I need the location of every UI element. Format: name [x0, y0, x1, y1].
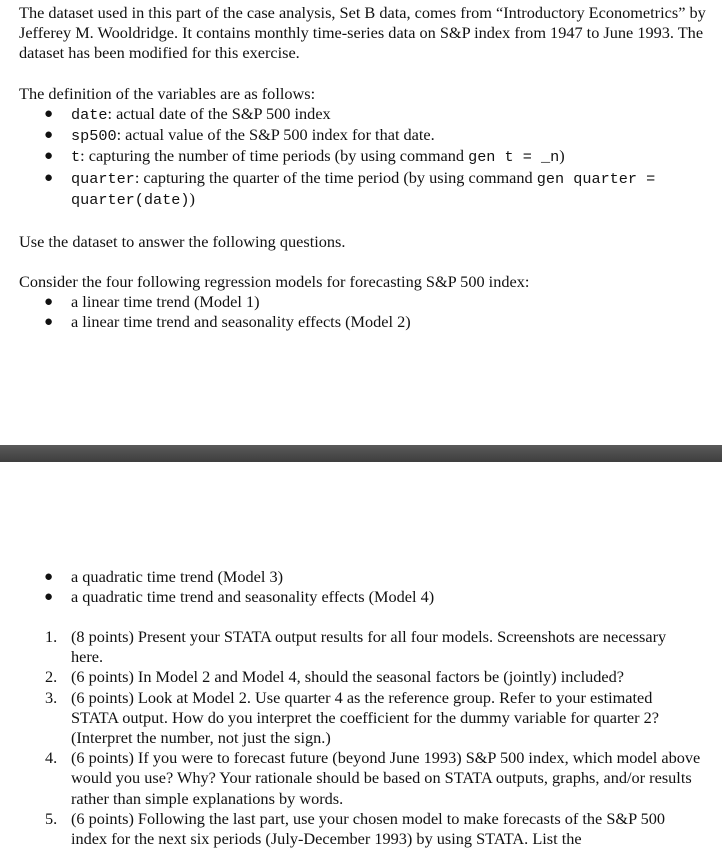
- list-item: ● a quadratic time trend and seasonality effects (Model 4): [44, 587, 435, 607]
- model-list-b: [0, 567, 722, 607]
- consider-text: Consider the four following regression models for forecasting S&P 500 index:: [19, 272, 530, 291]
- list-item: ● sp500: actual value of the S&P 500 index for that date.: [44, 125, 435, 146]
- bullet-icon: ●: [44, 106, 54, 122]
- intro-paragraph: The dataset used in this part of the case analysis, Set B data, comes from “Introductory Econometrics” by Jefferey M. Wooldridge. It contains monthly time-series data on S&P index from 1947 to June 1993. The dataset has been modified for this exercise.: [19, 3, 706, 63]
- question-list: [0, 627, 722, 849]
- list-item: ● a linear time trend (Model 1): [44, 292, 260, 311]
- page-divider: [0, 445, 722, 462]
- definition-heading: The definition of the variables are as follows:: [19, 84, 316, 103]
- list-item: ● a linear time trend and seasonality effects (Model 2): [44, 312, 411, 332]
- list-item: ● a quadratic time trend (Model 3): [44, 567, 284, 586]
- question-item: 1. (8 points) Present your STATA output results for all four models. Screenshots are necessary here.: [45, 627, 667, 667]
- question-item: 2. (6 points) In Model 2 and Model 4, should the seasonal factors be (jointly) included?: [45, 667, 624, 687]
- variable-name: t: [71, 148, 81, 167]
- variable-list: [0, 104, 722, 210]
- question-item: 3. (6 points) Look at Model 2. Use quarter 4 as the reference group. Refer to your estimated STATA output. How do you interpret the coefficient for the dummy variable for quarter 2? (Interpret the number, not just the sign.): [45, 687, 660, 748]
- list-item: ● quarter: capturing the quarter of the time period (by using command gen quarter = quarter(date)): [44, 167, 656, 209]
- question-item: 4. (6 points) If you were to forecast future (beyond June 1993) S&P 500 index, which model above would you use? Why? Your rationale should be based on STATA outputs, graphs, and/or results rather than simple explanations by words.: [45, 748, 701, 808]
- list-item: ● t: capturing the number of time periods (by using command gen t = _n): [44, 146, 565, 167]
- bullet-icon: ●: [44, 294, 54, 310]
- question-item: 5. (6 points) Following the last part, use your chosen model to make forecasts of the S&P 500 index for the next six periods (July-December 1993) by using STATA. List the: [45, 808, 666, 849]
- bullet-icon: ●: [44, 148, 54, 165]
- variable-name: sp500: [71, 127, 117, 146]
- bullet-icon: ●: [44, 314, 54, 331]
- bullet-icon: ●: [44, 127, 54, 144]
- bullet-icon: ●: [44, 589, 54, 606]
- stata-command: gen quarter = quarter(date): [71, 169, 656, 209]
- bullet-icon: ●: [44, 169, 54, 186]
- use-dataset-text: Use the dataset to answer the following questions.: [19, 232, 346, 251]
- list-item: ● date: actual date of the S&P 500 index: [44, 104, 331, 124]
- model-list-a: [0, 292, 722, 332]
- variable-name: quarter: [71, 169, 135, 188]
- bullet-icon: ●: [44, 569, 54, 585]
- variable-name: date: [71, 106, 108, 124]
- stata-command: gen t = _n: [468, 148, 560, 167]
- document-page-2: [0, 462, 722, 854]
